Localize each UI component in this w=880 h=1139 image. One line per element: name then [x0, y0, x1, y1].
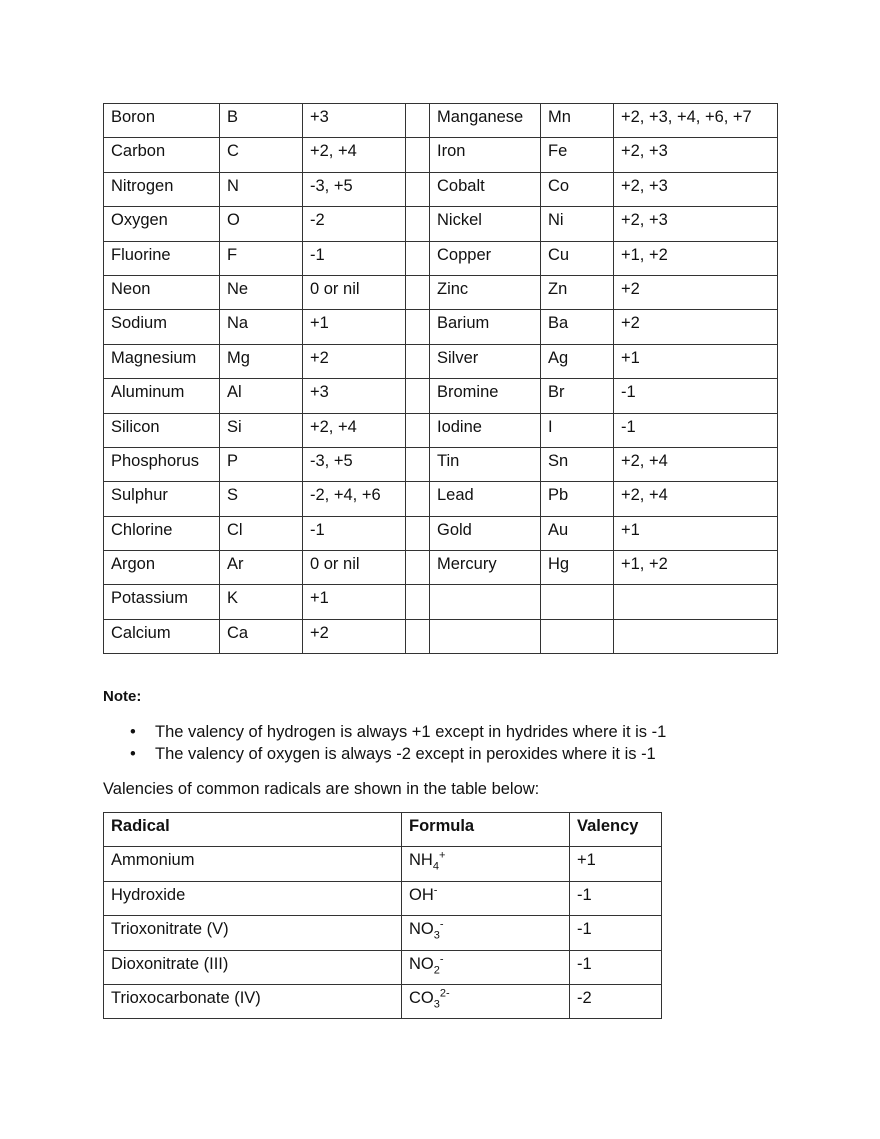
element-name: Zinc: [430, 275, 541, 309]
element-symbol: P: [220, 447, 303, 481]
element-name: Nickel: [430, 207, 541, 241]
element-valency: +3: [303, 379, 406, 413]
elements-valency-table: [103, 103, 778, 654]
formula-base: NO: [409, 920, 434, 939]
bullet-icon: •: [130, 723, 136, 741]
header-radical: Radical: [104, 813, 402, 847]
radical-name: Dioxonitrate (III): [104, 950, 402, 984]
spacer-cell: [406, 172, 430, 206]
element-symbol: Ni: [541, 207, 614, 241]
radical-name: Ammonium: [104, 847, 402, 881]
element-name: Magnesium: [104, 344, 220, 378]
element-name: Gold: [430, 516, 541, 550]
element-valency: 0 or nil: [303, 275, 406, 309]
element-symbol: Sn: [541, 447, 614, 481]
element-name: [430, 585, 541, 619]
element-symbol: Cu: [541, 241, 614, 275]
radical-formula: [402, 847, 570, 881]
radicals-valency-table: [103, 812, 662, 1019]
formula-base: NO: [409, 954, 434, 973]
formula-subscript: 3: [433, 998, 440, 1011]
element-valency: +2: [303, 344, 406, 378]
element-valency: +2: [614, 275, 778, 309]
formula-subscript: 3: [433, 929, 440, 942]
element-symbol: C: [220, 138, 303, 172]
radical-valency: -2: [570, 984, 662, 1018]
element-name: Copper: [430, 241, 541, 275]
formula-base: CO: [409, 988, 434, 1007]
element-name: Argon: [104, 551, 220, 585]
note-text: The valency of oxygen is always -2 except in peroxides where it is -1: [155, 745, 656, 763]
note-title: Note:: [103, 688, 142, 705]
element-name: Sodium: [104, 310, 220, 344]
element-valency: +3: [303, 104, 406, 138]
radical-formula: [402, 950, 570, 984]
element-symbol: Fe: [541, 138, 614, 172]
element-symbol: Mn: [541, 104, 614, 138]
radical-valency: -1: [570, 950, 662, 984]
spacer-cell: [406, 413, 430, 447]
element-valency: +2, +4: [303, 138, 406, 172]
table-row: [104, 516, 778, 550]
table-row: [104, 344, 778, 378]
element-symbol: Ba: [541, 310, 614, 344]
radical-name: Hydroxide: [104, 881, 402, 915]
note-text: The valency of hydrogen is always +1 except in hydrides where it is -1: [155, 723, 667, 741]
element-symbol: Zn: [541, 275, 614, 309]
table-row: [104, 310, 778, 344]
element-name: Potassium: [104, 585, 220, 619]
element-name: Sulphur: [104, 482, 220, 516]
element-name: [430, 619, 541, 653]
header-valency: Valency: [570, 813, 662, 847]
radical-valency: -1: [570, 881, 662, 915]
note-list: [103, 721, 803, 765]
table-row: [104, 847, 662, 881]
element-valency: +2: [303, 619, 406, 653]
element-name: Carbon: [104, 138, 220, 172]
element-valency: -1: [614, 379, 778, 413]
element-valency: +2, +4: [614, 447, 778, 481]
element-symbol: Hg: [541, 551, 614, 585]
element-symbol: Cl: [220, 516, 303, 550]
bullet-icon: •: [130, 745, 136, 763]
element-valency: -1: [303, 516, 406, 550]
element-name: Fluorine: [104, 241, 220, 275]
element-valency: +2: [614, 310, 778, 344]
element-valency: [614, 619, 778, 653]
table-row: [104, 619, 778, 653]
radicals-table-body: [104, 847, 662, 1019]
element-valency: -1: [303, 241, 406, 275]
spacer-cell: [406, 344, 430, 378]
element-symbol: Co: [541, 172, 614, 206]
element-name: Aluminum: [104, 379, 220, 413]
table-row: [104, 482, 778, 516]
spacer-cell: [406, 482, 430, 516]
table-row: [104, 172, 778, 206]
radicals-intro-text: Valencies of common radicals are shown in the table below:: [103, 780, 540, 798]
element-symbol: Br: [541, 379, 614, 413]
element-valency: 0 or nil: [303, 551, 406, 585]
table-header-row: [104, 813, 662, 847]
element-name: Cobalt: [430, 172, 541, 206]
table-row: [104, 275, 778, 309]
table-row: [104, 984, 662, 1018]
element-name: Iodine: [430, 413, 541, 447]
table-row: [104, 916, 662, 950]
element-name: Calcium: [104, 619, 220, 653]
element-symbol: Na: [220, 310, 303, 344]
table-row: [104, 104, 778, 138]
element-name: Barium: [430, 310, 541, 344]
spacer-cell: [406, 516, 430, 550]
table-row: [104, 881, 662, 915]
spacer-cell: [406, 104, 430, 138]
formula-base: OH: [409, 885, 434, 904]
element-symbol: I: [541, 413, 614, 447]
element-valency: +1, +2: [614, 551, 778, 585]
radical-name: Trioxocarbonate (IV): [104, 984, 402, 1018]
list-item: [103, 743, 803, 765]
list-item: [103, 721, 803, 743]
table-row: [104, 585, 778, 619]
element-valency: -2: [303, 207, 406, 241]
element-symbol: B: [220, 104, 303, 138]
element-symbol: Ne: [220, 275, 303, 309]
table-row: [104, 551, 778, 585]
spacer-cell: [406, 379, 430, 413]
header-formula: Formula: [402, 813, 570, 847]
element-symbol: Au: [541, 516, 614, 550]
element-name: Boron: [104, 104, 220, 138]
table-row: [104, 207, 778, 241]
formula-subscript: 2: [433, 963, 440, 976]
element-valency: +1: [614, 516, 778, 550]
element-name: Nitrogen: [104, 172, 220, 206]
spacer-cell: [406, 551, 430, 585]
element-valency: [614, 585, 778, 619]
radical-formula: [402, 984, 570, 1018]
radical-formula: [402, 916, 570, 950]
element-symbol: F: [220, 241, 303, 275]
spacer-cell: [406, 447, 430, 481]
formula-charge: 2-: [439, 987, 450, 1000]
element-symbol: Ca: [220, 619, 303, 653]
element-valency: +2, +3: [614, 138, 778, 172]
table-row: [104, 950, 662, 984]
element-name: Silicon: [104, 413, 220, 447]
element-symbol: Pb: [541, 482, 614, 516]
radical-valency: -1: [570, 916, 662, 950]
element-name: Silver: [430, 344, 541, 378]
element-valency: +1: [303, 585, 406, 619]
formula-charge: +: [438, 849, 446, 862]
element-valency: -3, +5: [303, 172, 406, 206]
element-valency: +2, +3: [614, 172, 778, 206]
element-symbol: [541, 619, 614, 653]
radical-valency: +1: [570, 847, 662, 881]
radical-name: Trioxonitrate (V): [104, 916, 402, 950]
element-symbol: S: [220, 482, 303, 516]
element-symbol: Ar: [220, 551, 303, 585]
element-symbol: Si: [220, 413, 303, 447]
element-valency: -2, +4, +6: [303, 482, 406, 516]
element-valency: +1: [303, 310, 406, 344]
elements-table-body: [104, 104, 778, 654]
formula-charge: -: [433, 884, 438, 897]
element-symbol: [541, 585, 614, 619]
element-name: Bromine: [430, 379, 541, 413]
table-row: [104, 413, 778, 447]
element-name: Lead: [430, 482, 541, 516]
radical-formula: [402, 881, 570, 915]
element-symbol: N: [220, 172, 303, 206]
element-valency: +2, +4: [303, 413, 406, 447]
element-name: Chlorine: [104, 516, 220, 550]
element-name: Phosphorus: [104, 447, 220, 481]
spacer-cell: [406, 585, 430, 619]
spacer-cell: [406, 241, 430, 275]
element-valency: +1: [614, 344, 778, 378]
spacer-cell: [406, 275, 430, 309]
element-name: Manganese: [430, 104, 541, 138]
table-row: [104, 447, 778, 481]
spacer-cell: [406, 310, 430, 344]
element-symbol: O: [220, 207, 303, 241]
element-name: Oxygen: [104, 207, 220, 241]
element-valency: +2, +3, +4, +6, +7: [614, 104, 778, 138]
element-valency: -3, +5: [303, 447, 406, 481]
table-row: [104, 379, 778, 413]
formula-charge: -: [439, 953, 444, 966]
table-row: [104, 241, 778, 275]
element-symbol: Mg: [220, 344, 303, 378]
element-name: Tin: [430, 447, 541, 481]
formula-base: NH: [409, 851, 433, 870]
element-valency: +1, +2: [614, 241, 778, 275]
element-name: Mercury: [430, 551, 541, 585]
spacer-cell: [406, 207, 430, 241]
element-valency: -1: [614, 413, 778, 447]
element-symbol: K: [220, 585, 303, 619]
table-row: [104, 138, 778, 172]
spacer-cell: [406, 619, 430, 653]
element-symbol: Ag: [541, 344, 614, 378]
element-name: Neon: [104, 275, 220, 309]
element-valency: +2, +4: [614, 482, 778, 516]
element-name: Iron: [430, 138, 541, 172]
formula-charge: -: [439, 918, 444, 931]
spacer-cell: [406, 138, 430, 172]
element-symbol: Al: [220, 379, 303, 413]
formula-subscript: 4: [432, 860, 439, 873]
element-valency: +2, +3: [614, 207, 778, 241]
